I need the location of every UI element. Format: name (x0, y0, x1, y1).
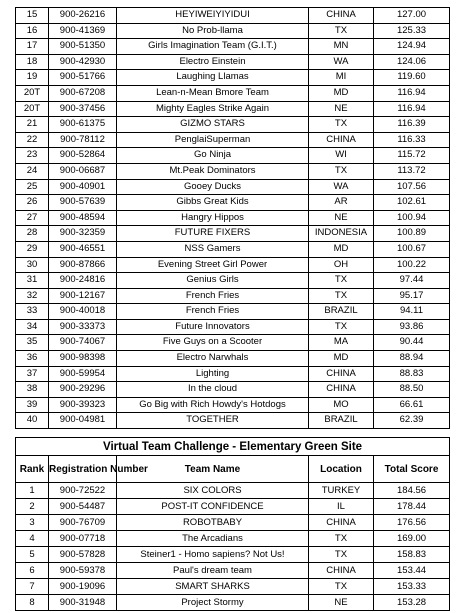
rank-cell: 34 (16, 319, 49, 335)
total-score-cell: 90.44 (374, 335, 450, 351)
location-cell: IL (309, 499, 374, 515)
location-cell: MA (309, 335, 374, 351)
team-name-cell: Gooey Ducks (117, 179, 309, 195)
rank-cell: 1 (16, 483, 49, 499)
registration-number-cell: 900-42930 (49, 54, 117, 70)
rank-cell: 2 (16, 499, 49, 515)
table-row (16, 8, 450, 24)
location-cell: MD (309, 351, 374, 367)
team-name-cell: French Fries (117, 304, 309, 320)
registration-number-cell: 900-32359 (49, 226, 117, 242)
total-score-cell: 88.83 (374, 366, 450, 382)
total-score-cell: 124.06 (374, 54, 450, 70)
registration-number-cell: 900-04981 (49, 413, 117, 429)
rank-cell: 38 (16, 382, 49, 398)
rank-cell: 17 (16, 39, 49, 55)
team-name-cell: Lighting (117, 366, 309, 382)
team-name-cell: Mt.Peak Dominators (117, 163, 309, 179)
table-row (16, 483, 450, 499)
rank-cell: 28 (16, 226, 49, 242)
total-score-cell: 127.00 (374, 8, 450, 24)
total-score-cell: 153.33 (374, 579, 450, 595)
location-cell: NE (309, 101, 374, 117)
registration-number-cell: 900-33373 (49, 319, 117, 335)
location-cell: CHINA (309, 563, 374, 579)
location-cell: CHINA (309, 132, 374, 148)
table-row (16, 148, 450, 164)
location-cell: MN (309, 39, 374, 55)
table-row (16, 226, 450, 242)
location-cell: CHINA (309, 366, 374, 382)
rank-cell: 21 (16, 117, 49, 133)
location-cell: TX (309, 117, 374, 133)
registration-number-cell: 900-98398 (49, 351, 117, 367)
table-row (16, 85, 450, 101)
rank-cell: 25 (16, 179, 49, 195)
team-name-cell: Electro Narwhals (117, 351, 309, 367)
column-header-row (16, 456, 450, 483)
registration-number-cell: 900-51766 (49, 70, 117, 86)
registration-number-cell: 900-40901 (49, 179, 117, 195)
table-row (16, 179, 450, 195)
rank-cell: 18 (16, 54, 49, 70)
total-score-cell: 95.17 (374, 288, 450, 304)
table-row (16, 413, 450, 429)
location-cell: TX (309, 163, 374, 179)
registration-number-header: Registration Number (49, 456, 117, 483)
location-cell: CHINA (309, 8, 374, 24)
total-score-cell: 97.44 (374, 273, 450, 289)
total-score-cell: 62.39 (374, 413, 450, 429)
upper-results-body (16, 8, 450, 429)
table-row (16, 366, 450, 382)
location-cell: CHINA (309, 382, 374, 398)
registration-number-cell: 900-54487 (49, 499, 117, 515)
registration-number-cell: 900-39323 (49, 397, 117, 413)
team-name-cell: Gibbs Great Kids (117, 195, 309, 211)
registration-number-cell: 900-78112 (49, 132, 117, 148)
table-row (16, 335, 450, 351)
rank-cell: 40 (16, 413, 49, 429)
location-cell: CHINA (309, 515, 374, 531)
registration-number-cell: 900-51350 (49, 39, 117, 55)
total-score-cell: 116.33 (374, 132, 450, 148)
total-score-cell: 107.56 (374, 179, 450, 195)
lower-results-body (16, 483, 450, 611)
location-cell: MD (309, 85, 374, 101)
rank-cell: 8 (16, 595, 49, 611)
total-score-cell: 113.72 (374, 163, 450, 179)
team-name-cell: In the cloud (117, 382, 309, 398)
table-row (16, 241, 450, 257)
total-score-cell: 115.72 (374, 148, 450, 164)
registration-number-cell: 900-41369 (49, 23, 117, 39)
table-row (16, 304, 450, 320)
rank-cell: 36 (16, 351, 49, 367)
upper-results-table (15, 7, 450, 429)
rank-cell: 3 (16, 515, 49, 531)
total-score-cell: 116.94 (374, 101, 450, 117)
table-title-row (16, 438, 450, 456)
team-name-cell: Lean-n-Mean Bmore Team (117, 85, 309, 101)
registration-number-cell: 900-72522 (49, 483, 117, 499)
rank-cell: 26 (16, 195, 49, 211)
location-cell: OH (309, 257, 374, 273)
rank-cell: 20T (16, 101, 49, 117)
team-name-cell: POST-IT CONFIDENCE (117, 499, 309, 515)
registration-number-cell: 900-29296 (49, 382, 117, 398)
location-cell: NE (309, 595, 374, 611)
rank-cell: 4 (16, 531, 49, 547)
registration-number-cell: 900-12167 (49, 288, 117, 304)
team-name-cell: Paul's dream team (117, 563, 309, 579)
rank-cell: 35 (16, 335, 49, 351)
location-cell: TX (309, 23, 374, 39)
total-score-cell: 184.56 (374, 483, 450, 499)
registration-number-cell: 900-87866 (49, 257, 117, 273)
registration-number-cell: 900-26216 (49, 8, 117, 24)
team-name-header: Team Name (117, 456, 309, 483)
location-cell: TX (309, 547, 374, 563)
registration-number-cell: 900-48594 (49, 210, 117, 226)
registration-number-cell: 900-59378 (49, 563, 117, 579)
team-name-cell: FUTURE FIXERS (117, 226, 309, 242)
registration-number-cell: 900-59954 (49, 366, 117, 382)
location-cell: TX (309, 273, 374, 289)
team-name-cell: French Fries (117, 288, 309, 304)
table-row (16, 515, 450, 531)
team-name-cell: No Prob-llama (117, 23, 309, 39)
registration-number-cell: 900-76709 (49, 515, 117, 531)
team-name-cell: Go Ninja (117, 148, 309, 164)
team-name-cell: Laughing Llamas (117, 70, 309, 86)
location-cell: TURKEY (309, 483, 374, 499)
table-row (16, 531, 450, 547)
table-row (16, 547, 450, 563)
rank-cell: 30 (16, 257, 49, 273)
table-row (16, 117, 450, 133)
team-name-cell: Hangry Hippos (117, 210, 309, 226)
total-score-cell: 178.44 (374, 499, 450, 515)
team-name-cell: Project Stormy (117, 595, 309, 611)
total-score-cell: 88.50 (374, 382, 450, 398)
total-score-cell: 124.94 (374, 39, 450, 55)
location-cell: MI (309, 70, 374, 86)
rank-cell: 16 (16, 23, 49, 39)
team-name-cell: GIZMO STARS (117, 117, 309, 133)
registration-number-cell: 900-31948 (49, 595, 117, 611)
location-cell: WA (309, 54, 374, 70)
total-score-cell: 158.83 (374, 547, 450, 563)
location-cell: TX (309, 579, 374, 595)
total-score-cell: 94.11 (374, 304, 450, 320)
team-name-cell: ROBOTBABY (117, 515, 309, 531)
table-row (16, 39, 450, 55)
registration-number-cell: 900-07718 (49, 531, 117, 547)
team-name-cell: Go Big with Rich Howdy's Hotdogs (117, 397, 309, 413)
total-score-cell: 102.61 (374, 195, 450, 211)
registration-number-cell: 900-67208 (49, 85, 117, 101)
team-name-cell: PenglaiSuperman (117, 132, 309, 148)
registration-number-cell: 900-46551 (49, 241, 117, 257)
registration-number-cell: 900-52864 (49, 148, 117, 164)
location-cell: TX (309, 531, 374, 547)
team-name-cell: Genius Girls (117, 273, 309, 289)
location-cell: MD (309, 241, 374, 257)
registration-number-cell: 900-06687 (49, 163, 117, 179)
table-row (16, 257, 450, 273)
registration-number-cell: 900-19096 (49, 579, 117, 595)
rank-cell: 31 (16, 273, 49, 289)
table-row (16, 382, 450, 398)
total-score-cell: 153.28 (374, 595, 450, 611)
total-score-cell: 100.94 (374, 210, 450, 226)
total-score-cell: 100.22 (374, 257, 450, 273)
location-cell: WA (309, 179, 374, 195)
total-score-cell: 169.00 (374, 531, 450, 547)
location-cell: MO (309, 397, 374, 413)
total-score-cell: 125.33 (374, 23, 450, 39)
rank-cell: 15 (16, 8, 49, 24)
table-row (16, 70, 450, 86)
rank-cell: 24 (16, 163, 49, 179)
total-score-cell: 176.56 (374, 515, 450, 531)
registration-number-cell: 900-37456 (49, 101, 117, 117)
total-score-cell: 66.61 (374, 397, 450, 413)
total-score-cell: 93.86 (374, 319, 450, 335)
team-name-cell: The Arcadians (117, 531, 309, 547)
rank-cell: 27 (16, 210, 49, 226)
location-cell: INDONESIA (309, 226, 374, 242)
table-row (16, 499, 450, 515)
total-score-cell: 100.67 (374, 241, 450, 257)
team-name-cell: Future Innovators (117, 319, 309, 335)
table-row (16, 579, 450, 595)
table-row (16, 195, 450, 211)
rank-cell: 33 (16, 304, 49, 320)
total-score-cell: 116.39 (374, 117, 450, 133)
rank-cell: 19 (16, 70, 49, 86)
location-cell: WI (309, 148, 374, 164)
rank-cell: 29 (16, 241, 49, 257)
registration-number-cell: 900-74067 (49, 335, 117, 351)
total-score-header: Total Score (374, 456, 450, 483)
team-name-cell: Girls Imagination Team (G.I.T.) (117, 39, 309, 55)
rank-header: Rank (16, 456, 49, 483)
registration-number-cell: 900-61375 (49, 117, 117, 133)
table-row (16, 54, 450, 70)
team-name-cell: Steiner1 - Homo sapiens? Not Us! (117, 547, 309, 563)
rank-cell: 20T (16, 85, 49, 101)
table-row (16, 101, 450, 117)
rank-cell: 7 (16, 579, 49, 595)
total-score-cell: 153.44 (374, 563, 450, 579)
table-row (16, 595, 450, 611)
rank-cell: 39 (16, 397, 49, 413)
table-row (16, 319, 450, 335)
team-name-cell: HEYIWEIYIYIDUI (117, 8, 309, 24)
location-cell: BRAZIL (309, 304, 374, 320)
rank-cell: 32 (16, 288, 49, 304)
rank-cell: 6 (16, 563, 49, 579)
team-name-cell: TOGETHER (117, 413, 309, 429)
team-name-cell: NSS Gamers (117, 241, 309, 257)
location-header: Location (309, 456, 374, 483)
table-row (16, 132, 450, 148)
team-name-cell: Electro Einstein (117, 54, 309, 70)
table-row (16, 163, 450, 179)
team-name-cell: Five Guys on a Scooter (117, 335, 309, 351)
table-row (16, 273, 450, 289)
total-score-cell: 88.94 (374, 351, 450, 367)
rank-cell: 5 (16, 547, 49, 563)
total-score-cell: 119.60 (374, 70, 450, 86)
team-name-cell: SMART SHARKS (117, 579, 309, 595)
rank-cell: 37 (16, 366, 49, 382)
table-title: Virtual Team Challenge - Elementary Green Site (16, 438, 450, 456)
location-cell: NE (309, 210, 374, 226)
location-cell: BRAZIL (309, 413, 374, 429)
rank-cell: 22 (16, 132, 49, 148)
total-score-cell: 116.94 (374, 85, 450, 101)
location-cell: AR (309, 195, 374, 211)
registration-number-cell: 900-57639 (49, 195, 117, 211)
team-name-cell: Mighty Eagles Strike Again (117, 101, 309, 117)
rank-cell: 23 (16, 148, 49, 164)
location-cell: TX (309, 288, 374, 304)
registration-number-cell: 900-24816 (49, 273, 117, 289)
team-name-cell: SIX COLORS (117, 483, 309, 499)
registration-number-cell: 900-57828 (49, 547, 117, 563)
location-cell: TX (309, 319, 374, 335)
table-row (16, 351, 450, 367)
total-score-cell: 100.89 (374, 226, 450, 242)
team-name-cell: Evening Street Girl Power (117, 257, 309, 273)
registration-number-cell: 900-40018 (49, 304, 117, 320)
elementary-green-site-table (15, 437, 450, 611)
table-row (16, 288, 450, 304)
table-row (16, 210, 450, 226)
table-row (16, 563, 450, 579)
table-row (16, 23, 450, 39)
table-row (16, 397, 450, 413)
